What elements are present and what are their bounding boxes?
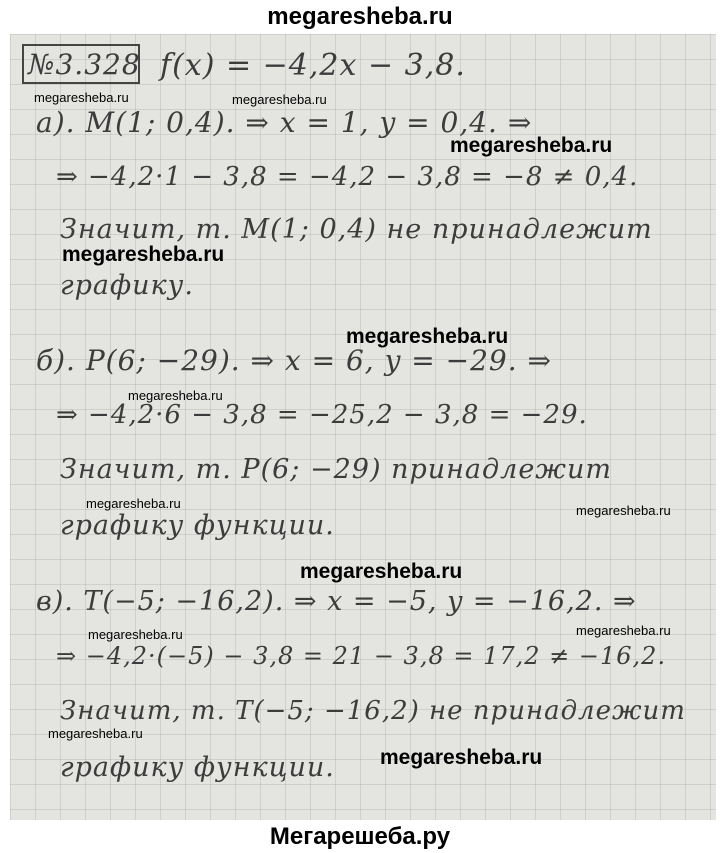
part-b-line-3: Значит, т. P(6; −29) принадлежит (60, 454, 612, 485)
part-a-line-1: а). M(1; 0,4). ⇒ x = 1, y = 0,4. ⇒ (36, 106, 533, 139)
part-c-line-3: Значит, т. T(−5; −16,2) не принадлежит (60, 696, 686, 726)
watermark: megaresheba.ru (62, 243, 225, 266)
site-header: megaresheba.ru (267, 3, 453, 30)
part-c-line-1: в). T(−5; −16,2). ⇒ x = −5, y = −16,2. ⇒ (36, 586, 637, 617)
task-number: №3.328 (22, 44, 140, 84)
watermark: megaresheba.ru (576, 503, 671, 518)
part-a-line-2: ⇒ −4,2·1 − 3,8 = −4,2 − 3,8 = −8 ≠ 0,4. (56, 162, 639, 192)
watermark: megaresheba.ru (86, 496, 181, 511)
watermark: megaresheba.ru (34, 90, 129, 105)
site-footer: Мегарешеба.ру (269, 823, 451, 850)
watermark: megaresheba.ru (128, 388, 223, 403)
part-b-line-2: ⇒ −4,2·6 − 3,8 = −25,2 − 3,8 = −29. (56, 400, 588, 430)
watermark: megaresheba.ru (576, 623, 671, 638)
watermark: megaresheba.ru (300, 560, 463, 583)
part-c-line-4: графику функции. (60, 752, 335, 783)
part-a-line-3: Значит, т. M(1; 0,4) не принадлежит (60, 214, 653, 245)
watermark: megaresheba.ru (346, 325, 509, 348)
part-c-line-2: ⇒ −4,2·(−5) − 3,8 = 21 − 3,8 = 17,2 ≠ −16,2. (56, 642, 667, 670)
watermark: megaresheba.ru (380, 746, 543, 769)
watermark: megaresheba.ru (232, 92, 327, 107)
watermark: megaresheba.ru (88, 627, 183, 642)
watermark: megaresheba.ru (48, 726, 143, 741)
function-definition: f(x) = −4,2x − 3,8. (160, 48, 466, 83)
part-b-line-1: б). P(6; −29). ⇒ x = 6, y = −29. ⇒ (36, 344, 553, 377)
part-a-line-4: графику. (60, 270, 194, 301)
part-b-line-4: графику функции. (60, 510, 335, 541)
watermark: megaresheba.ru (450, 134, 613, 157)
